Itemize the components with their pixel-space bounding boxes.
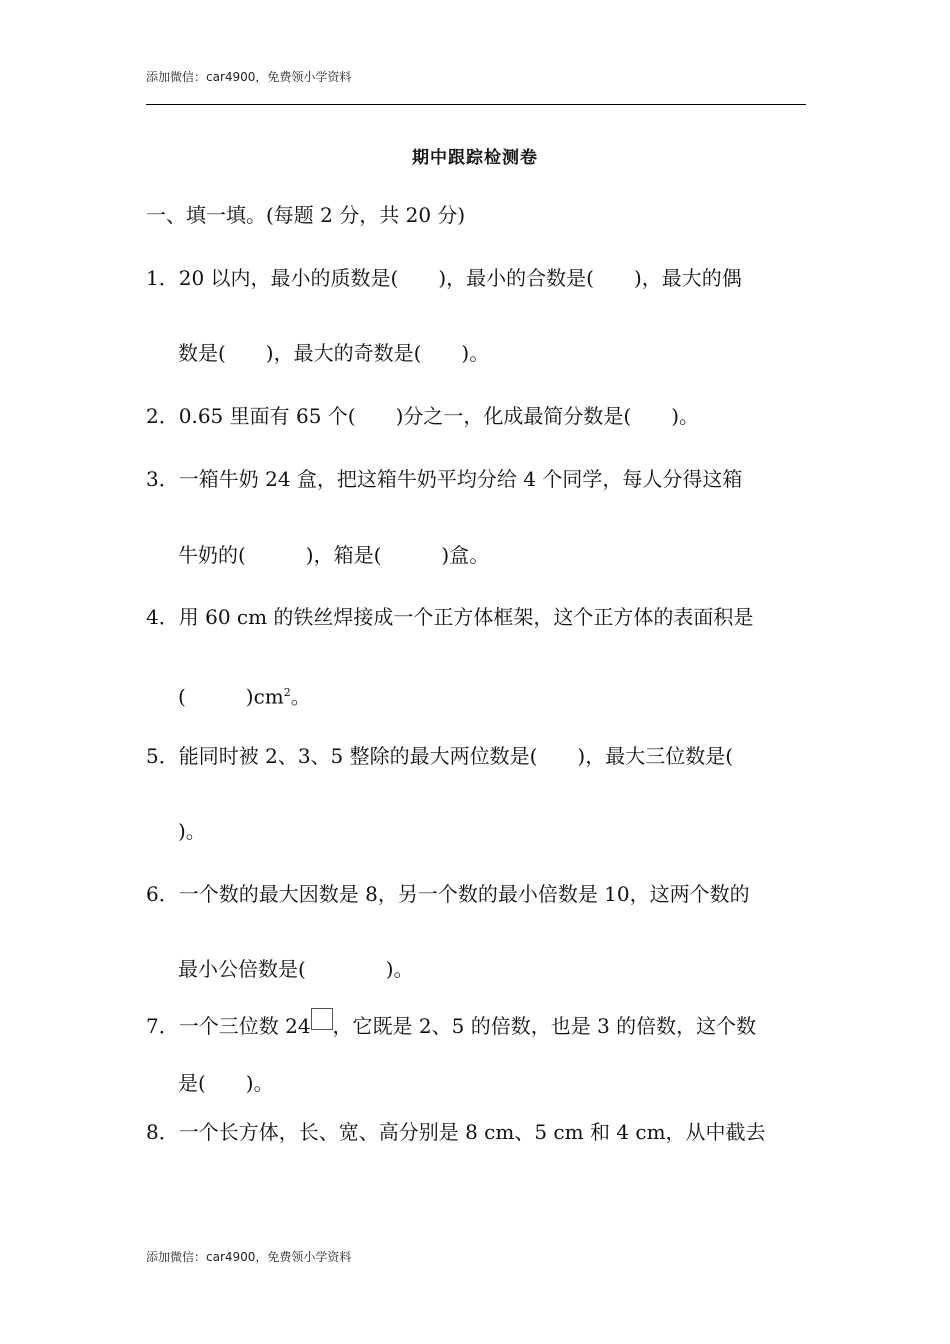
question-7-continued: 是( )。 [178,1071,274,1095]
question-text: 用 60 cm 的铁丝焊接成一个正方体框架，这个正方体的表面积是 [178,605,754,629]
question-text-rest: ，它既是 2、5 的倍数，也是 3 的倍数，这个数 [332,1014,757,1038]
question-1-continued: 数是( )，最大的奇数是( )。 [178,341,490,365]
question-number: 4． [146,605,179,629]
question-number: 1． [146,266,179,290]
page-title: 期中跟踪检测卷 [412,148,538,168]
question-number: 6． [146,882,179,906]
question-text: 一个数的最大因数是 8，另一个数的最小倍数是 10，这两个数的 [178,882,750,906]
answer-blank-text: ( )cm [178,684,284,709]
question-3-continued: 牛奶的( )，箱是( )盒。 [178,543,490,567]
question-number: 2． [146,404,179,428]
question-text: 能同时被 2、3、5 整除的最大两位数是( )，最大三位数是( [178,744,734,768]
question-number: 3． [146,467,179,491]
question-6 [146,882,750,906]
question-1 [146,266,742,290]
page-footer: 添加微信：car4900，免费领小学资料 [146,1250,352,1264]
question-text: 一箱牛奶 24 盒，把这箱牛奶平均分给 4 个同学，每人分得这箱 [178,467,743,491]
header-divider [146,104,806,105]
question-5-continued: )。 [178,819,206,843]
question-4-continued [178,681,311,709]
question-6-continued: 最小公倍数是( )。 [178,957,414,981]
digit-box [311,1008,333,1030]
unit-exponent: 2 [283,686,291,699]
question-3 [146,467,742,491]
question-text: 一个长方体，长、宽、高分别是 8 cm、5 cm 和 4 cm，从中截去 [178,1120,766,1144]
question-text: 一个三位数 24 [178,1014,311,1038]
section-heading: 一、填一填。(每题 2 分，共 20 分) [146,203,466,227]
question-text: 0.65 里面有 65 个( )分之一，化成最简分数是( )。 [178,404,699,428]
question-text: 20 以内，最小的质数是( )，最小的合数是( )，最大的偶 [178,266,742,290]
question-8 [146,1120,766,1144]
question-4 [146,605,753,629]
page-header: 添加微信：car4900，免费领小学资料 [146,70,352,84]
question-7 [146,1014,756,1038]
question-2 [146,404,699,428]
period-text: 。 [290,684,311,709]
question-number: 5． [146,744,179,768]
question-5 [146,744,733,768]
question-number: 8． [146,1120,179,1144]
question-number: 7． [146,1014,179,1038]
